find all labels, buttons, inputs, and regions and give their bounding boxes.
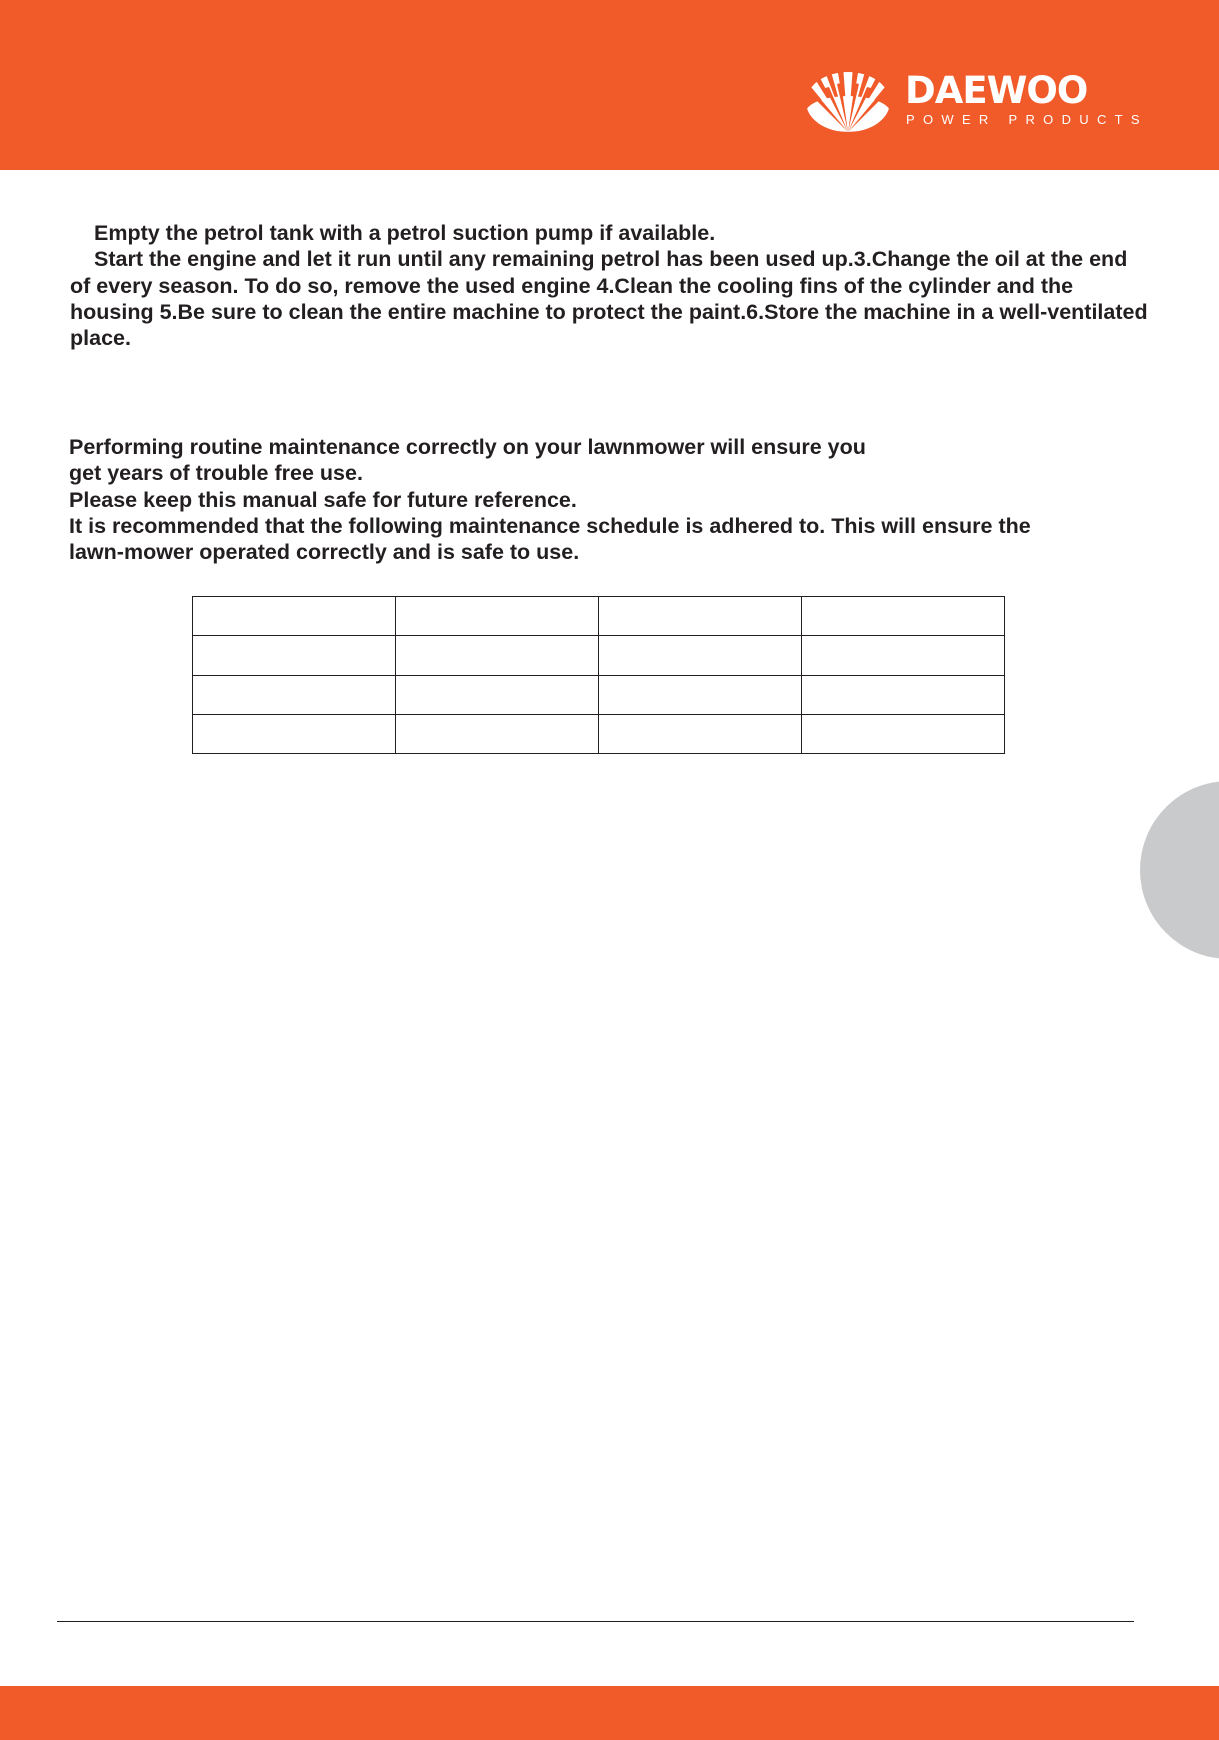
maintenance-schedule-table xyxy=(192,596,1005,754)
table-row xyxy=(193,636,1005,675)
storage-line-1: Empty the petrol tank with a petrol suction pump if available. xyxy=(94,221,716,245)
maintenance-line-2: get years of trouble free use. xyxy=(69,461,363,486)
table-cell xyxy=(396,675,599,714)
table-cell xyxy=(193,675,396,714)
brand-name: DAEWOO xyxy=(905,69,1088,112)
table-cell xyxy=(396,636,599,675)
table-cell xyxy=(802,675,1005,714)
daewoo-fan-logo-icon xyxy=(805,68,891,132)
maintenance-line-4: It is recommended that the following maintenance schedule is adhered to. This will ensure the xyxy=(69,513,1031,538)
table-cell xyxy=(802,714,1005,753)
table-cell xyxy=(802,597,1005,636)
table-cell xyxy=(396,597,599,636)
footer-divider xyxy=(57,1621,1134,1622)
table-cell xyxy=(802,636,1005,675)
table-cell xyxy=(599,597,802,636)
storage-instructions xyxy=(70,220,1150,351)
section-side-tab xyxy=(1140,781,1219,959)
table-row xyxy=(193,714,1005,753)
table-row xyxy=(193,597,1005,636)
brand-subtitle: POWER PRODUCTS xyxy=(906,112,1148,127)
maintenance-line-5: lawn-mower operated correctly and is safe to use. xyxy=(69,540,580,565)
footer-band xyxy=(0,1686,1219,1740)
table-cell xyxy=(193,597,396,636)
header-band xyxy=(0,0,1219,170)
storage-line-2-text: Start the engine and let it run until any remaining petrol has been used up.3.Change the oil at the end of every season. To do so, remove the used engine 4.Clean the cooling fins of the cylinder and the housing 5.Be sure to clean the entire machine to protect the paint.6.Store the machine in a well-ventilated place. xyxy=(70,247,1148,351)
table-cell xyxy=(193,636,396,675)
table-cell xyxy=(599,714,802,753)
table-cell xyxy=(396,714,599,753)
table-cell xyxy=(193,714,396,753)
maintenance-intro xyxy=(69,434,1149,565)
table-cell xyxy=(599,675,802,714)
brand-logo xyxy=(805,68,1148,132)
maintenance-line-3: Please keep this manual safe for future reference. xyxy=(69,487,577,512)
maintenance-line-1: Performing routine maintenance correctly on your lawnmower will ensure you xyxy=(69,435,866,459)
table-row xyxy=(193,675,1005,714)
table-cell xyxy=(599,636,802,675)
storage-line-2 xyxy=(70,246,1150,351)
